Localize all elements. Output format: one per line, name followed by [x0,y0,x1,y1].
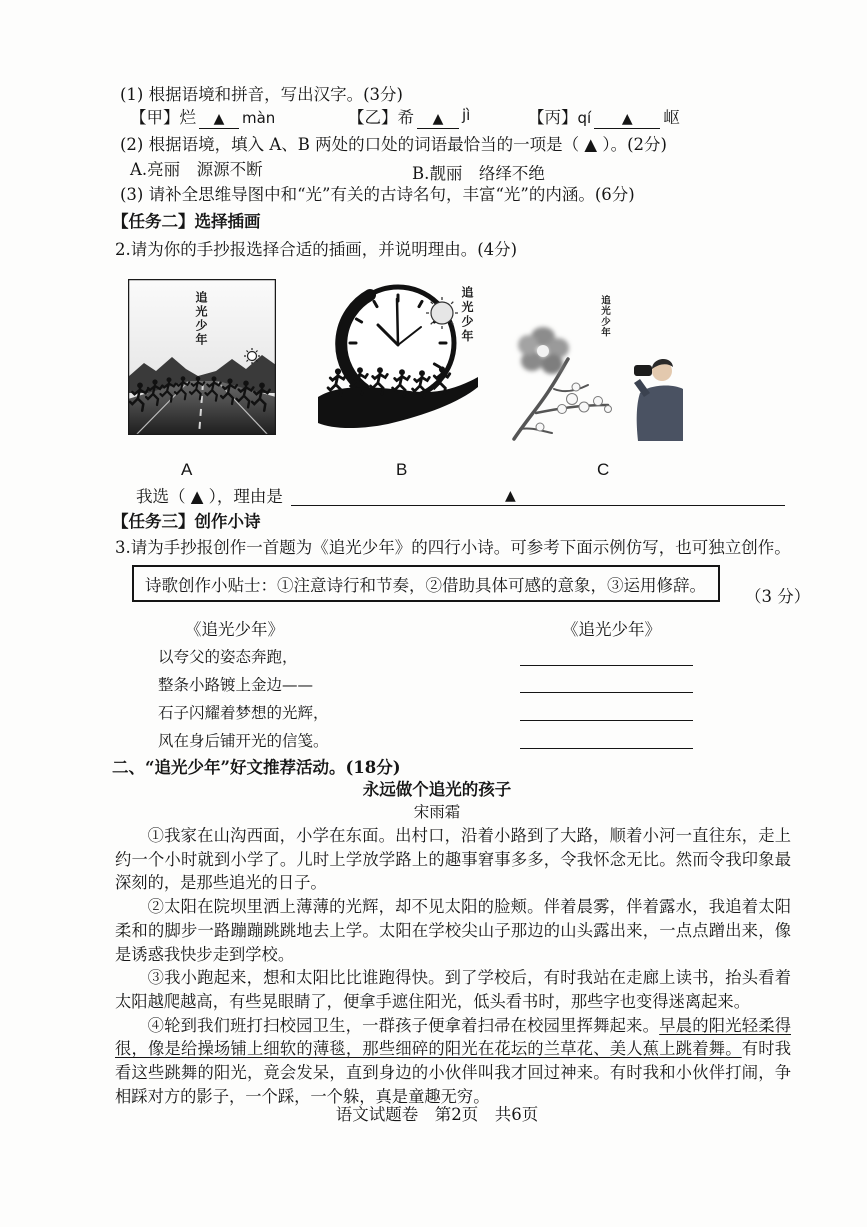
paragraph-4-opening: ④轮到我们班打扫校园卫生，一群孩子便拿着扫帚在校园里挥舞起来。 [147,1015,660,1035]
pinyin-text: jì [462,106,471,124]
paragraph-1: ①我家在山沟西面，小学在东面。出村口，沿着小路到了大路，顺着小河一直往东，走上约一个小时就到小学了。儿时上学放学路上的趣事窘事多多，令我怀念无比。然而令我印象最深刻的，是那些追光的日子。 [115,826,791,893]
example-poem-title: 《追光少年》 [185,620,284,639]
task-2-heading: 【任务二】选择插画 [112,212,261,231]
pinyin-item-yi [348,107,470,129]
illustration-b-label: B [396,460,408,479]
underlined-sentence: 早晨的阳光轻柔得很，像是给操场铺上细软的薄毯，那些细碎的阳光在花坛的兰草花、美人蕉上跳着舞。 [115,1015,791,1059]
illustration-b-caption: 追光少年 [460,286,474,344]
example-poem-line: 整条小路镀上金边—— [158,676,314,694]
sun-icon [426,297,458,329]
binoculars-icon [634,365,652,376]
pinyin-item-label: 【甲】 [130,108,180,127]
paragraph-2: ②太阳在院坝里洒上薄薄的光辉，却不见太阳的脸颊。伴着晨雾，伴着露水，我追着太阳柔和的脚步一路蹦蹦跳跳地去上学。太阳在学校尖山子那边的山头露出来，一点点蹭出来，像是诱惑我快步走到学校。 [115,897,791,964]
section-2-heading: 二、“追光少年”好文推荐活动。(18分) [112,758,401,777]
question-1-3: (3) 请补全思维导图中和“光”有关的古诗名句，丰富“光”的内涵。(6分) [120,185,635,204]
article-body [115,824,791,1108]
example-poem-line: 以夸父的姿态奔跑， [158,648,298,666]
answer-triangle: ▲ [505,488,516,504]
pinyin-text: qí [577,109,592,127]
article-title: 永远做个追光的孩子 [362,780,512,799]
task-3-heading: 【任务三】创作小诗 [112,512,261,531]
answer-blank-triangle: ▲ [417,110,459,129]
pinyin-item-jia [130,107,275,129]
answer-blank-triangle: ▲ [594,110,660,129]
illustration-a-label: A [181,460,193,479]
question-1-2: (2) 根据语境，填入 A、B 两处的口处的词语最恰当的一项是（ ▲ ）。(2分) [120,135,667,154]
pinyin-item-label: 【丙】 [528,108,578,127]
paragraph-4-closing: 有时我看这些跳舞的阳光，竟会发呆，直到身边的小伙伴叫我才回过神来。有时我和小伙伴打闹，争相踩对方的影子，一个踩，一个躲，真是童趣无穷。 [115,1039,791,1106]
option-a: A.亮丽 源源不断 [130,160,263,179]
poem-blank-line [520,665,693,666]
paragraph-4 [115,1014,791,1109]
poetry-tips-text: 诗歌创作小贴士：①注意诗行和节奏，②借助具体可感的意象，③运用修辞。 [145,575,706,595]
page-footer: 语文试题卷 第2页 共6页 [335,1105,539,1124]
task-2-prompt: 2.请为你的手抄报选择合适的插画，并说明理由。(4分) [115,240,518,259]
poetry-tips-box [132,565,720,602]
task-3-score: （3 分） [745,587,811,606]
student-poem-title: 《追光少年》 [562,620,661,639]
reason-answer-line [291,505,785,506]
given-character: 希 [397,108,414,127]
illustration-c-label: C [597,460,610,479]
article-author: 宋雨霜 [413,803,461,821]
choice-answer-prompt: 我选（ ▲ ），理由是 [136,487,283,506]
given-character: 烂 [179,108,196,127]
option-b: B.靓丽 络绎不绝 [412,164,545,183]
task-3-prompt: 3.请为手抄报创作一首题为《追光少年》的四行小诗。可参考下面示例仿写，也可独立创作。 [115,538,791,557]
question-1-1: (1) 根据语境和拼音，写出汉字。(3分) [120,85,403,104]
pinyin-text: màn [242,109,276,127]
pinyin-item-label: 【乙】 [348,108,398,127]
poem-blank-line [520,748,693,749]
large-blossom-center [537,345,549,357]
paragraph-3: ③我小跑起来，想和太阳比比谁跑得快。到了学校后，有时我站在走廊上读书，抬头看着太阳越爬越高，有些晃眼睛了，便拿手遮住阳光，低头看书时，那些字也变得迷离起来。 [115,968,791,1011]
example-poem-line: 风在身后铺开光的信笺。 [158,732,329,750]
person-with-binoculars [634,359,683,441]
illustration-a-caption: 追光少年 [194,291,208,347]
illustration-c-caption: 追光少年 [599,295,610,338]
example-poem-line: 石子闪耀着梦想的光辉， [158,704,329,722]
poem-blank-line [520,692,693,693]
pinyin-item-bing [528,107,680,129]
answer-blank-triangle: ▲ [199,110,239,129]
poem-blank-line [520,720,693,721]
given-character: 岖 [663,108,680,127]
illustration-b [318,283,478,431]
